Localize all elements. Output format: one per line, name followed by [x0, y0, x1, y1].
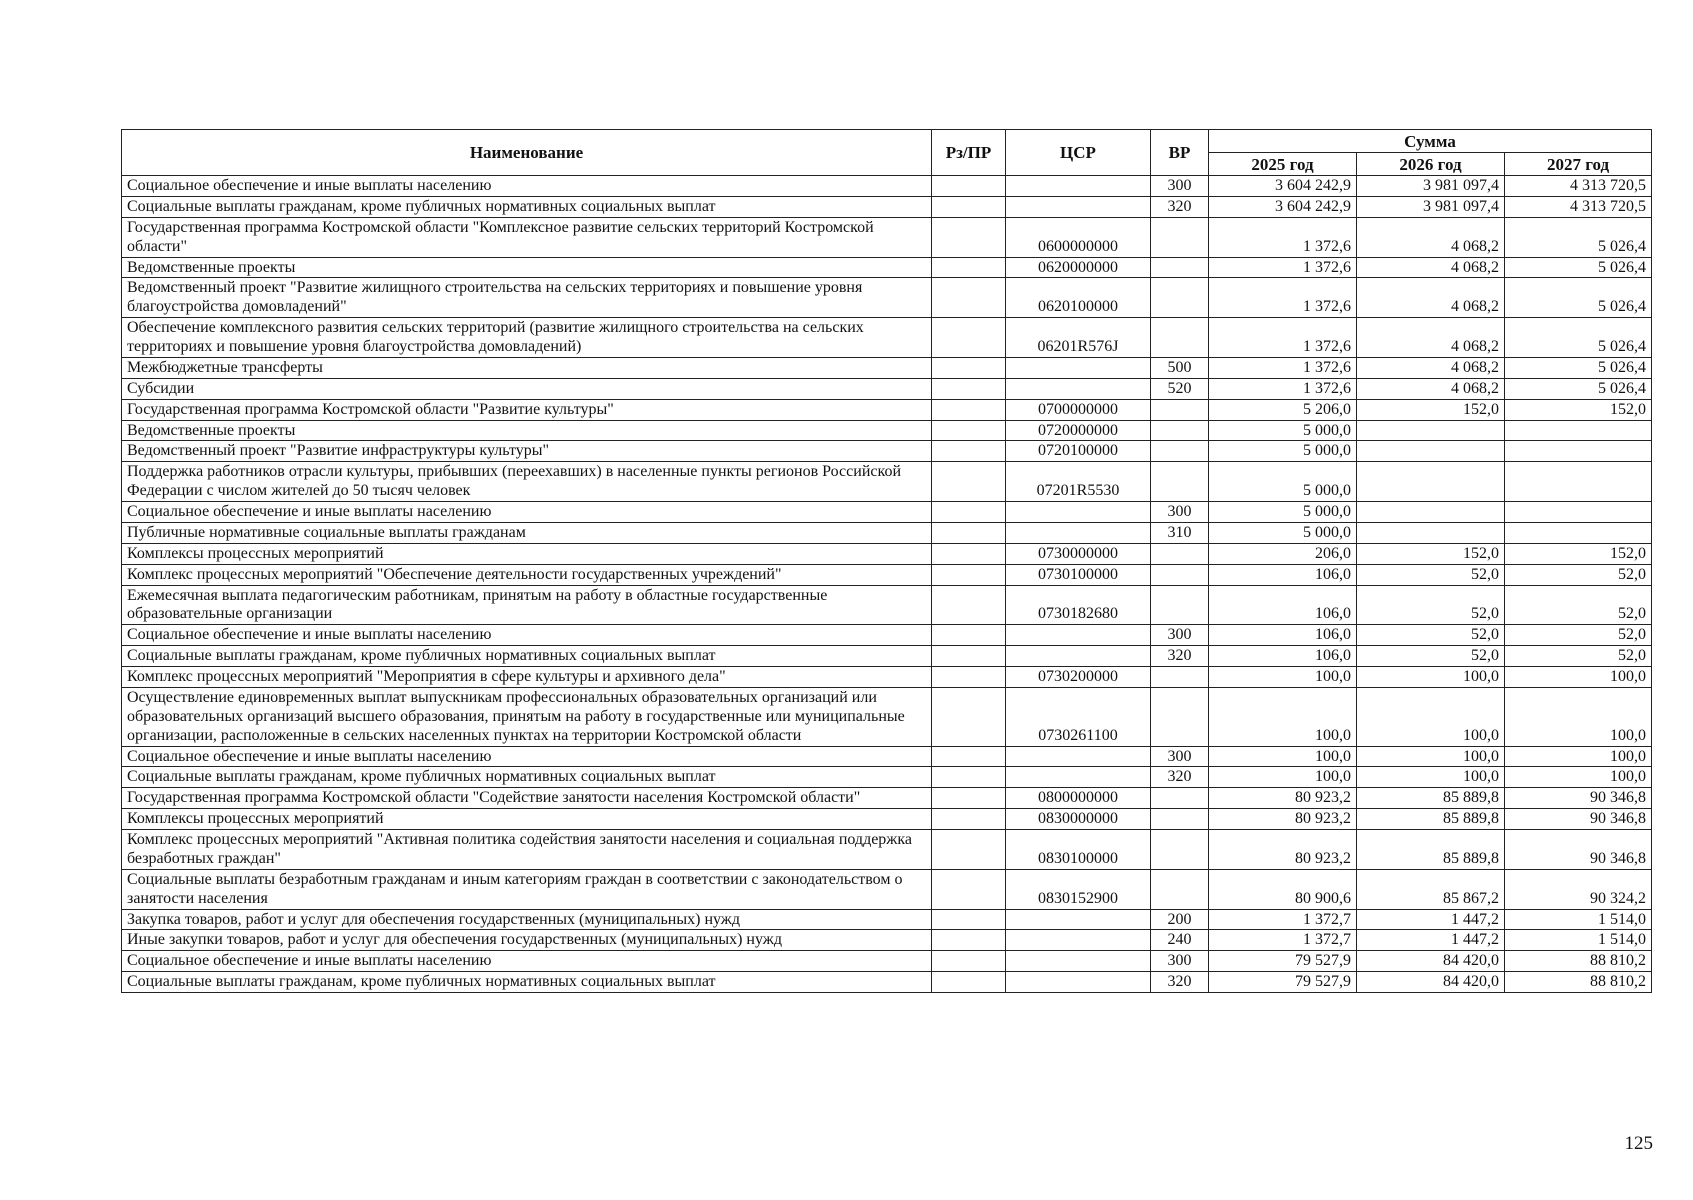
- row-amount-2027: [1505, 502, 1652, 523]
- table-row: [122, 502, 1652, 523]
- table-row: [122, 318, 1652, 358]
- row-amount-2026: [1357, 441, 1505, 462]
- row-vr: [1151, 543, 1209, 564]
- table-row: [122, 357, 1652, 378]
- row-amount-2025: 5 000,0: [1209, 420, 1357, 441]
- row-amount-2025: 5 000,0: [1209, 441, 1357, 462]
- row-amount-2026: 85 889,8: [1357, 809, 1505, 830]
- row-csr: 0730000000: [1006, 543, 1151, 564]
- table-row: [122, 909, 1652, 930]
- row-amount-2026: [1357, 420, 1505, 441]
- table-row: [122, 585, 1652, 625]
- row-amount-2027: 52,0: [1505, 564, 1652, 585]
- header-year-2027: 2027 год: [1505, 153, 1652, 176]
- row-amount-2026: 52,0: [1357, 564, 1505, 585]
- row-name: Межбюджетные трансферты: [122, 357, 932, 378]
- row-rzpr: [932, 788, 1006, 809]
- row-name: Публичные нормативные социальные выплаты гражданам: [122, 522, 932, 543]
- table-header: [122, 130, 1652, 176]
- row-amount-2026: 4 068,2: [1357, 357, 1505, 378]
- table-row: [122, 217, 1652, 257]
- row-vr: 320: [1151, 767, 1209, 788]
- row-amount-2025: 1 372,6: [1209, 318, 1357, 358]
- row-amount-2025: 80 923,2: [1209, 830, 1357, 870]
- row-amount-2027: 152,0: [1505, 399, 1652, 420]
- row-csr: [1006, 502, 1151, 523]
- row-amount-2026: 84 420,0: [1357, 972, 1505, 993]
- row-rzpr: [932, 176, 1006, 197]
- row-amount-2026: [1357, 502, 1505, 523]
- table-row: [122, 522, 1652, 543]
- row-amount-2025: 1 372,6: [1209, 378, 1357, 399]
- row-name: Социальные выплаты гражданам, кроме публичных нормативных социальных выплат: [122, 196, 932, 217]
- row-name: Комплексы процессных мероприятий: [122, 809, 932, 830]
- row-amount-2027: 100,0: [1505, 746, 1652, 767]
- row-csr: 0720000000: [1006, 420, 1151, 441]
- row-amount-2027: 152,0: [1505, 543, 1652, 564]
- row-name: Ведомственные проекты: [122, 420, 932, 441]
- row-csr: 0730261100: [1006, 687, 1151, 746]
- row-amount-2025: 100,0: [1209, 687, 1357, 746]
- table-row: [122, 830, 1652, 870]
- header-vr: ВР: [1151, 130, 1209, 176]
- row-amount-2025: 80 900,6: [1209, 869, 1357, 909]
- row-amount-2027: 5 026,4: [1505, 217, 1652, 257]
- row-amount-2027: 5 026,4: [1505, 318, 1652, 358]
- row-amount-2027: 5 026,4: [1505, 257, 1652, 278]
- row-amount-2027: 1 514,0: [1505, 930, 1652, 951]
- table-row: [122, 767, 1652, 788]
- row-name: Ведомственные проекты: [122, 257, 932, 278]
- table-row: [122, 869, 1652, 909]
- row-amount-2026: 152,0: [1357, 399, 1505, 420]
- row-amount-2025: 106,0: [1209, 564, 1357, 585]
- row-csr: 0730100000: [1006, 564, 1151, 585]
- table-row: [122, 625, 1652, 646]
- row-vr: [1151, 869, 1209, 909]
- row-amount-2026: 100,0: [1357, 687, 1505, 746]
- row-vr: [1151, 585, 1209, 625]
- row-csr: 0600000000: [1006, 217, 1151, 257]
- row-amount-2026: 100,0: [1357, 667, 1505, 688]
- row-csr: [1006, 646, 1151, 667]
- row-amount-2026: 100,0: [1357, 746, 1505, 767]
- row-rzpr: [932, 378, 1006, 399]
- table-row: [122, 809, 1652, 830]
- budget-table: [121, 129, 1652, 993]
- row-csr: [1006, 972, 1151, 993]
- row-amount-2026: 152,0: [1357, 543, 1505, 564]
- row-amount-2025: 106,0: [1209, 625, 1357, 646]
- row-csr: [1006, 951, 1151, 972]
- row-rzpr: [932, 930, 1006, 951]
- row-amount-2027: [1505, 441, 1652, 462]
- row-amount-2027: 52,0: [1505, 625, 1652, 646]
- table-row: [122, 399, 1652, 420]
- row-amount-2025: 5 000,0: [1209, 502, 1357, 523]
- row-csr: [1006, 930, 1151, 951]
- row-amount-2026: 4 068,2: [1357, 257, 1505, 278]
- row-rzpr: [932, 667, 1006, 688]
- row-name: Социальные выплаты безработным гражданам и иным категориям граждан в соответствии с законодательством о занятости населения: [122, 869, 932, 909]
- row-amount-2027: 100,0: [1505, 687, 1652, 746]
- row-amount-2027: 90 346,8: [1505, 809, 1652, 830]
- row-csr: [1006, 176, 1151, 197]
- row-vr: [1151, 278, 1209, 318]
- table-row: [122, 543, 1652, 564]
- row-amount-2025: 1 372,6: [1209, 278, 1357, 318]
- row-amount-2025: 1 372,6: [1209, 217, 1357, 257]
- header-rzpr: Рз/ПР: [932, 130, 1006, 176]
- row-name: Иные закупки товаров, работ и услуг для обеспечения государственных (муниципальных) нужд: [122, 930, 932, 951]
- row-amount-2027: 5 026,4: [1505, 357, 1652, 378]
- row-amount-2026: 4 068,2: [1357, 278, 1505, 318]
- row-amount-2026: 3 981 097,4: [1357, 196, 1505, 217]
- row-amount-2026: 4 068,2: [1357, 378, 1505, 399]
- row-amount-2026: 52,0: [1357, 585, 1505, 625]
- row-rzpr: [932, 278, 1006, 318]
- table-row: [122, 378, 1652, 399]
- row-vr: 320: [1151, 972, 1209, 993]
- table-body: [122, 176, 1652, 993]
- row-vr: [1151, 462, 1209, 502]
- row-amount-2025: 5 000,0: [1209, 462, 1357, 502]
- row-amount-2025: 3 604 242,9: [1209, 176, 1357, 197]
- row-rzpr: [932, 564, 1006, 585]
- row-amount-2025: 106,0: [1209, 646, 1357, 667]
- row-name: Государственная программа Костромской области "Содействие занятости населения Костромской области": [122, 788, 932, 809]
- table-row: [122, 462, 1652, 502]
- table-row: [122, 278, 1652, 318]
- row-amount-2027: 88 810,2: [1505, 972, 1652, 993]
- row-vr: [1151, 667, 1209, 688]
- row-amount-2027: 4 313 720,5: [1505, 176, 1652, 197]
- row-vr: 320: [1151, 196, 1209, 217]
- row-csr: [1006, 909, 1151, 930]
- row-csr: 0620100000: [1006, 278, 1151, 318]
- table-row: [122, 196, 1652, 217]
- row-amount-2026: 85 889,8: [1357, 788, 1505, 809]
- row-amount-2026: 85 889,8: [1357, 830, 1505, 870]
- row-amount-2026: [1357, 522, 1505, 543]
- row-vr: [1151, 687, 1209, 746]
- row-amount-2025: 1 372,7: [1209, 909, 1357, 930]
- row-amount-2027: 90 324,2: [1505, 869, 1652, 909]
- header-year-2026: 2026 год: [1357, 153, 1505, 176]
- row-name: Поддержка работников отрасли культуры, прибывших (переехавших) в населенные пункты регионов Российской Федерации с числом жителей до 50 тысяч человек: [122, 462, 932, 502]
- table-row: [122, 564, 1652, 585]
- row-rzpr: [932, 585, 1006, 625]
- row-name: Обеспечение комплексного развития сельских территорий (развитие жилищного строительства на сельских территориях и повышение уровня благоустройства домовладений): [122, 318, 932, 358]
- row-amount-2027: 88 810,2: [1505, 951, 1652, 972]
- row-rzpr: [932, 543, 1006, 564]
- row-vr: [1151, 318, 1209, 358]
- row-csr: 0730200000: [1006, 667, 1151, 688]
- row-vr: 310: [1151, 522, 1209, 543]
- row-csr: [1006, 378, 1151, 399]
- row-csr: 0720100000: [1006, 441, 1151, 462]
- row-amount-2025: 100,0: [1209, 767, 1357, 788]
- row-rzpr: [932, 687, 1006, 746]
- row-rzpr: [932, 357, 1006, 378]
- row-name: Комплексы процессных мероприятий: [122, 543, 932, 564]
- row-amount-2027: 100,0: [1505, 667, 1652, 688]
- row-rzpr: [932, 420, 1006, 441]
- header-year-2025: 2025 год: [1209, 153, 1357, 176]
- row-amount-2027: 5 026,4: [1505, 278, 1652, 318]
- row-csr: [1006, 625, 1151, 646]
- row-rzpr: [932, 217, 1006, 257]
- row-csr: 0800000000: [1006, 788, 1151, 809]
- row-rzpr: [932, 646, 1006, 667]
- row-rzpr: [932, 809, 1006, 830]
- table-row: [122, 687, 1652, 746]
- row-name: Социальное обеспечение и иные выплаты населению: [122, 746, 932, 767]
- row-amount-2025: 79 527,9: [1209, 972, 1357, 993]
- row-csr: 06201R576J: [1006, 318, 1151, 358]
- table-row: [122, 441, 1652, 462]
- table-row: [122, 420, 1652, 441]
- row-amount-2026: 1 447,2: [1357, 909, 1505, 930]
- row-csr: 0730182680: [1006, 585, 1151, 625]
- row-rzpr: [932, 972, 1006, 993]
- row-amount-2026: 1 447,2: [1357, 930, 1505, 951]
- row-amount-2027: [1505, 462, 1652, 502]
- row-amount-2026: 4 068,2: [1357, 217, 1505, 257]
- page-number: 125: [1624, 1133, 1653, 1154]
- row-vr: 520: [1151, 378, 1209, 399]
- row-csr: 0620000000: [1006, 257, 1151, 278]
- table-row: [122, 930, 1652, 951]
- row-name: Социальное обеспечение и иные выплаты населению: [122, 502, 932, 523]
- row-rzpr: [932, 951, 1006, 972]
- row-amount-2027: 1 514,0: [1505, 909, 1652, 930]
- row-vr: [1151, 399, 1209, 420]
- row-vr: 200: [1151, 909, 1209, 930]
- row-name: Социальное обеспечение и иные выплаты населению: [122, 176, 932, 197]
- row-amount-2027: 90 346,8: [1505, 830, 1652, 870]
- table-row: [122, 788, 1652, 809]
- row-amount-2026: 85 867,2: [1357, 869, 1505, 909]
- row-vr: 300: [1151, 951, 1209, 972]
- row-amount-2027: [1505, 420, 1652, 441]
- row-amount-2025: 106,0: [1209, 585, 1357, 625]
- row-csr: 0830100000: [1006, 830, 1151, 870]
- row-vr: [1151, 420, 1209, 441]
- row-csr: [1006, 522, 1151, 543]
- row-amount-2026: 100,0: [1357, 767, 1505, 788]
- row-vr: 300: [1151, 625, 1209, 646]
- row-name: Ведомственный проект "Развитие инфраструктуры культуры": [122, 441, 932, 462]
- row-amount-2026: [1357, 462, 1505, 502]
- header-sum: Сумма: [1209, 130, 1652, 153]
- row-csr: 07201R5530: [1006, 462, 1151, 502]
- row-name: Государственная программа Костромской области "Комплексное развитие сельских территорий Костромской области": [122, 217, 932, 257]
- row-rzpr: [932, 502, 1006, 523]
- row-amount-2025: 1 372,7: [1209, 930, 1357, 951]
- table-row: [122, 176, 1652, 197]
- row-rzpr: [932, 257, 1006, 278]
- row-vr: [1151, 830, 1209, 870]
- row-amount-2025: 1 372,6: [1209, 257, 1357, 278]
- row-name: Комплекс процессных мероприятий "Активная политика содействия занятости населения и социальная поддержка безработных граждан": [122, 830, 932, 870]
- header-name: Наименование: [122, 130, 932, 176]
- row-amount-2025: 5 206,0: [1209, 399, 1357, 420]
- table-row: [122, 972, 1652, 993]
- row-amount-2025: 1 372,6: [1209, 357, 1357, 378]
- row-rzpr: [932, 318, 1006, 358]
- row-rzpr: [932, 462, 1006, 502]
- row-amount-2027: 100,0: [1505, 767, 1652, 788]
- row-vr: 300: [1151, 502, 1209, 523]
- table-row: [122, 257, 1652, 278]
- table-row: [122, 951, 1652, 972]
- row-vr: 240: [1151, 930, 1209, 951]
- row-amount-2025: 100,0: [1209, 746, 1357, 767]
- row-amount-2025: 3 604 242,9: [1209, 196, 1357, 217]
- row-amount-2025: 206,0: [1209, 543, 1357, 564]
- row-amount-2026: 84 420,0: [1357, 951, 1505, 972]
- table-row: [122, 746, 1652, 767]
- row-vr: [1151, 441, 1209, 462]
- row-name: Социальные выплаты гражданам, кроме публичных нормативных социальных выплат: [122, 767, 932, 788]
- row-csr: [1006, 746, 1151, 767]
- row-vr: 300: [1151, 176, 1209, 197]
- row-name: Закупка товаров, работ и услуг для обеспечения государственных (муниципальных) нужд: [122, 909, 932, 930]
- table-row: [122, 667, 1652, 688]
- row-amount-2026: 4 068,2: [1357, 318, 1505, 358]
- row-amount-2026: 3 981 097,4: [1357, 176, 1505, 197]
- row-name: Социальное обеспечение и иные выплаты населению: [122, 625, 932, 646]
- row-amount-2027: 4 313 720,5: [1505, 196, 1652, 217]
- row-amount-2027: 5 026,4: [1505, 378, 1652, 399]
- row-name: Ежемесячная выплата педагогическим работникам, принятым на работу в областные государственные образовательные организации: [122, 585, 932, 625]
- table-row: [122, 646, 1652, 667]
- row-vr: [1151, 788, 1209, 809]
- row-vr: 320: [1151, 646, 1209, 667]
- row-name: Государственная программа Костромской области "Развитие культуры": [122, 399, 932, 420]
- row-amount-2026: 52,0: [1357, 625, 1505, 646]
- row-rzpr: [932, 441, 1006, 462]
- row-csr: [1006, 196, 1151, 217]
- row-name: Социальные выплаты гражданам, кроме публичных нормативных социальных выплат: [122, 972, 932, 993]
- row-vr: [1151, 809, 1209, 830]
- row-csr: [1006, 357, 1151, 378]
- header-csr: ЦСР: [1006, 130, 1151, 176]
- row-rzpr: [932, 909, 1006, 930]
- row-vr: [1151, 217, 1209, 257]
- row-rzpr: [932, 399, 1006, 420]
- row-name: Социальные выплаты гражданам, кроме публичных нормативных социальных выплат: [122, 646, 932, 667]
- row-amount-2025: 80 923,2: [1209, 788, 1357, 809]
- row-csr: 0830152900: [1006, 869, 1151, 909]
- row-rzpr: [932, 196, 1006, 217]
- row-name: Социальное обеспечение и иные выплаты населению: [122, 951, 932, 972]
- row-amount-2027: 90 346,8: [1505, 788, 1652, 809]
- row-amount-2027: 52,0: [1505, 585, 1652, 625]
- row-vr: [1151, 564, 1209, 585]
- row-csr: [1006, 767, 1151, 788]
- row-name: Комплекс процессных мероприятий "Обеспечение деятельности государственных учреждений": [122, 564, 932, 585]
- row-csr: 0830000000: [1006, 809, 1151, 830]
- row-vr: 300: [1151, 746, 1209, 767]
- row-amount-2025: 100,0: [1209, 667, 1357, 688]
- row-rzpr: [932, 830, 1006, 870]
- row-amount-2026: 52,0: [1357, 646, 1505, 667]
- row-amount-2025: 79 527,9: [1209, 951, 1357, 972]
- row-csr: 0700000000: [1006, 399, 1151, 420]
- row-rzpr: [932, 746, 1006, 767]
- row-vr: [1151, 257, 1209, 278]
- row-amount-2025: 5 000,0: [1209, 522, 1357, 543]
- row-rzpr: [932, 625, 1006, 646]
- row-amount-2027: 52,0: [1505, 646, 1652, 667]
- row-name: Комплекс процессных мероприятий "Мероприятия в сфере культуры и архивного дела": [122, 667, 932, 688]
- row-name: Осуществление единовременных выплат выпускникам профессиональных образовательных организаций или образовательных организаций высшего образования, принятым на работу в государственные или муниципальные организации, расположенные в сельских населенных пунктах на территории Костромской области: [122, 687, 932, 746]
- row-vr: 500: [1151, 357, 1209, 378]
- row-rzpr: [932, 522, 1006, 543]
- row-amount-2025: 80 923,2: [1209, 809, 1357, 830]
- row-rzpr: [932, 869, 1006, 909]
- row-name: Ведомственный проект "Развитие жилищного строительства на сельских территориях и повышение уровня благоустройства домовладений": [122, 278, 932, 318]
- row-name: Субсидии: [122, 378, 932, 399]
- row-amount-2027: [1505, 522, 1652, 543]
- row-rzpr: [932, 767, 1006, 788]
